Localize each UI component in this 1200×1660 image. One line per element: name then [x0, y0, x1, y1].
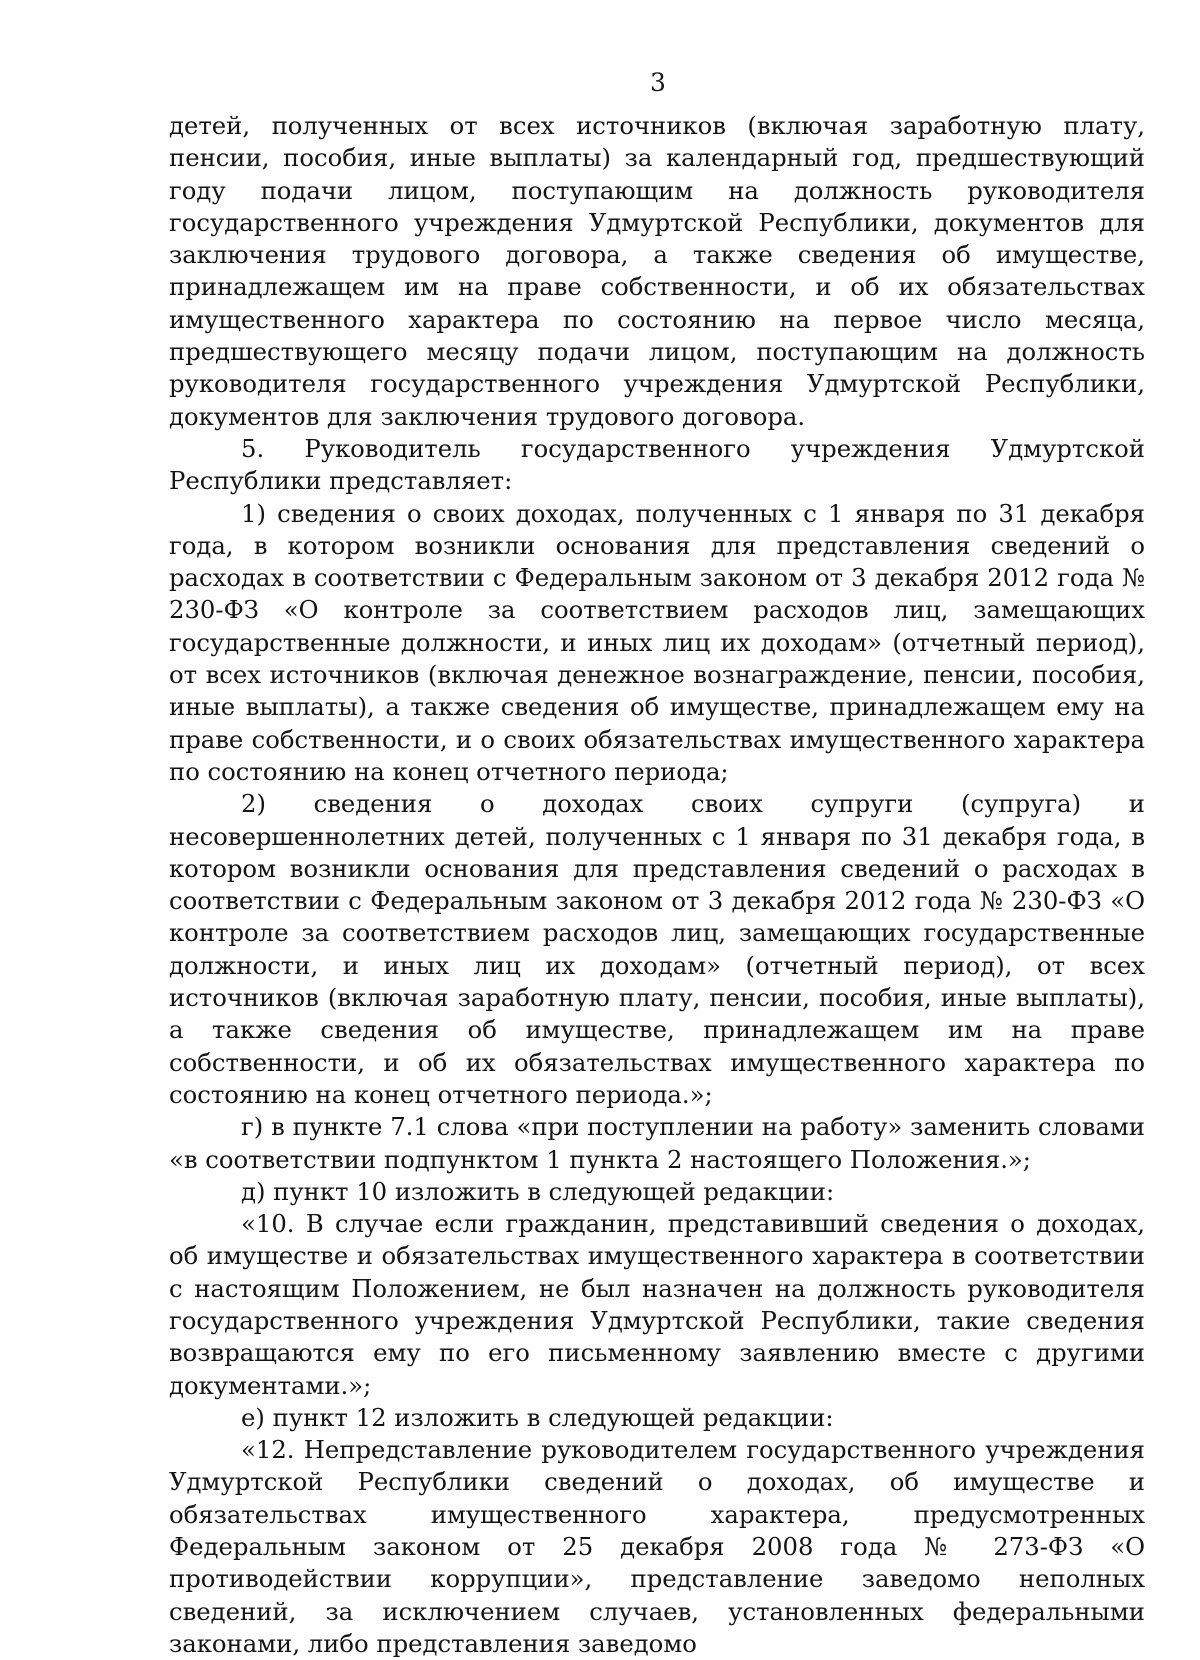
paragraph-item-5: 5. Руководитель государственного учреждения Удмуртской Республики представляет: — [169, 433, 1145, 496]
document-body — [169, 110, 1145, 1660]
paragraph-item-10: «10. В случае если гражданин, представивший сведения о доходах, об имуществе и обязательствах имущественного характера в соответствии с настоящим Положением, не был назначен на должность руководителя государственного учреждения Удмуртской Республики, такие сведения возвращаются ему по его письменному заявлению вместе с другими документами.»; — [169, 1209, 1145, 1400]
paragraph-continuation: детей, полученных от всех источников (включая заработную плату, пенсии, пособия, иные выплаты) за календарный год, предшествующий году подачи лицом, поступающим на должность руководителя государственного учреждения Удмуртской Республики, документов для заключения трудового договора, а также сведения об имуществе, принадлежащем им на праве собственности, и об их обязательствах имущественного характера по состоянию на первое число месяца, предшествующего месяцу подачи лицом, поступающим на должность руководителя государственного учреждения Удмуртской Республики, документов для заключения трудового договора. — [169, 111, 1145, 431]
paragraph-item-e: е) пункт 12 изложить в следующей редакции: — [241, 1402, 834, 1432]
paragraph-subitem-1: 1) сведения о своих доходах, полученных с 1 января по 31 декабря года, в котором возникли основания для представления сведений о расходах в соответствии с Федеральным законом от 3 декабря 2012 года № 230-ФЗ «О контроле за соответствием расходов лиц, замещающих государственные должности, и иных лиц их доходам» (отчетный период), от всех источников (включая денежное вознаграждение, пенсии, пособия, иные выплаты), а также сведения об имуществе, принадлежащем ему на праве собственности, и о своих обязательствах имущественного характера по состоянию на конец отчетного периода; — [169, 498, 1145, 786]
page-number: 3 — [650, 68, 666, 97]
paragraph-item-g: г) в пункте 7.1 слова «при поступлении на работу» заменить словами «в соответствии подпунктом 1 пункта 2 настоящего Положения.»; — [169, 1112, 1145, 1174]
paragraph-subitem-2: 2) сведения о доходах своих супруги (супруга) и несовершеннолетних детей, полученных с 1 января по 31 декабря года, в котором возникли основания для представления сведений о расходах в соответствии с Федеральным законом от 3 декабря 2012 года № 230-ФЗ «О контроле за соответствием расходов лиц, замещающих государственные должности, и иных лиц их доходам» (отчетный период), от всех источников (включая заработную плату, пенсии, пособия, иные выплаты), а также сведения об имуществе, принадлежащем им на праве собственности, и об их обязательствах имущественного характера по состоянию на конец отчетного периода.»; — [169, 789, 1145, 1109]
paragraph-item-12: «12. Непредставление руководителем государственного учреждения Удмуртской Республики сведений о доходах, об имуществе и обязательствах имущественного характера, предусмотренных Федеральным законом от 25 декабря 2008 года № 273-ФЗ «О противодействии коррупции», представление заведомо неполных сведений, за исключением случаев, установленных федеральными законами, либо представления заведомо — [169, 1435, 1145, 1658]
paragraph-item-d: д) пункт 10 изложить в следующей редакции: — [241, 1176, 835, 1206]
